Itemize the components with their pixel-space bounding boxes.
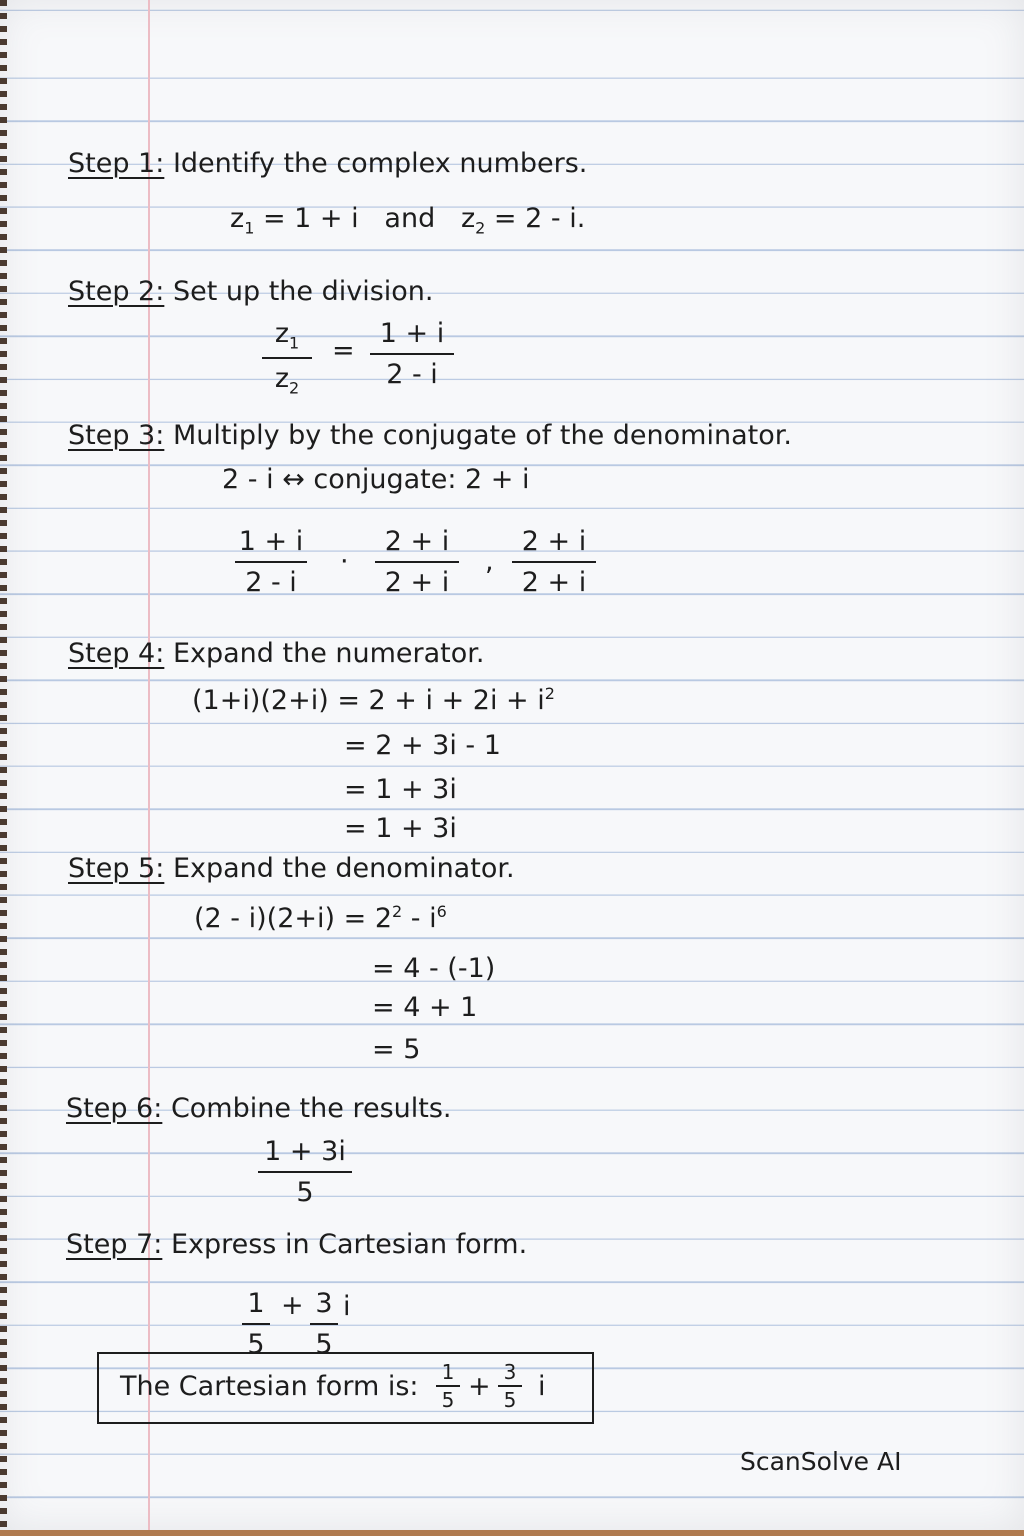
margin-line bbox=[148, 0, 150, 1530]
step-6-heading bbox=[66, 1095, 451, 1122]
fraction-denominator: 2 + i bbox=[521, 567, 587, 598]
step-5-text: Expand the denominator. bbox=[172, 853, 515, 884]
fraction-numerator: 3 bbox=[315, 1288, 333, 1319]
imaginary-unit: i bbox=[343, 1291, 351, 1322]
step-2-text: Set up the division. bbox=[172, 276, 434, 307]
conjugate-fraction-2 bbox=[375, 528, 459, 596]
and-word: and bbox=[384, 203, 436, 234]
fraction-numerator: 2 + i bbox=[521, 526, 587, 557]
step-2-label: Step 2: bbox=[68, 276, 165, 307]
fraction-denominator: 2 + i bbox=[384, 567, 450, 598]
step-4-text: Expand the numerator. bbox=[172, 638, 485, 669]
step-3-heading bbox=[68, 422, 792, 449]
step-1-equation bbox=[230, 205, 585, 236]
z1-over-z2-fraction bbox=[262, 320, 312, 397]
plus-sign: + bbox=[281, 1290, 304, 1321]
real-part-fraction bbox=[242, 1290, 270, 1358]
answer-text: The Cartesian form is: bbox=[120, 1371, 419, 1402]
step-2-heading bbox=[68, 278, 434, 305]
conjugate-fraction-3 bbox=[512, 528, 596, 596]
conjugate-line: 2 - i ↔ conjugate: 2 + i bbox=[222, 464, 530, 495]
fraction-numerator: 1 bbox=[441, 1360, 455, 1384]
step-5-heading bbox=[68, 855, 515, 882]
spiral-edge bbox=[0, 0, 7, 1530]
multiply-dot: · bbox=[340, 546, 349, 577]
step-3-label: Step 3: bbox=[68, 420, 165, 451]
step-1-label: Step 1: bbox=[68, 148, 165, 179]
fraction-numerator: 1 + i bbox=[238, 526, 304, 557]
z1-subscript: 1 bbox=[244, 218, 255, 238]
fraction-numerator: 1 + 3i bbox=[264, 1136, 346, 1167]
imaginary-part-fraction bbox=[310, 1290, 338, 1358]
answer-plus-sign: + bbox=[468, 1371, 491, 1402]
comma-separator: , bbox=[485, 546, 494, 577]
division-fraction bbox=[370, 320, 454, 388]
fraction-denominator: 5 bbox=[503, 1388, 517, 1412]
step-7-text: Express in Cartesian form. bbox=[170, 1229, 528, 1260]
equals-sign: = bbox=[332, 335, 355, 366]
denominator-expansion-line-4: = 5 bbox=[372, 1034, 421, 1065]
brand-signature: ScanSolve AI bbox=[740, 1447, 902, 1476]
numerator-expansion-line-3: = 1 + 3i bbox=[344, 774, 457, 805]
step-4-label: Step 4: bbox=[68, 638, 165, 669]
answer-imaginary-unit: i bbox=[538, 1371, 546, 1402]
fraction-denominator: 2 - i bbox=[386, 359, 438, 390]
step-1-text: Identify the complex numbers. bbox=[172, 148, 588, 179]
fraction-numerator: 1 + i bbox=[379, 318, 445, 349]
numerator-expansion-line-2: = 2 + 3i - 1 bbox=[344, 730, 501, 761]
step-5-label: Step 5: bbox=[68, 853, 165, 884]
step-4-heading bbox=[68, 640, 484, 667]
fraction-numerator: 3 bbox=[503, 1360, 517, 1384]
fraction-denominator: 5 bbox=[247, 1329, 265, 1360]
step-7-label: Step 7: bbox=[66, 1229, 163, 1260]
step-1-heading bbox=[68, 150, 587, 177]
denominator-expansion-line-1 bbox=[194, 904, 447, 932]
numerator-expansion-line-4: = 1 + 3i bbox=[344, 813, 457, 844]
z2-var: z bbox=[460, 203, 476, 234]
exponent: 2 bbox=[544, 684, 555, 703]
fraction-denominator: 5 bbox=[315, 1329, 333, 1360]
step-7-heading bbox=[66, 1231, 527, 1258]
z1-var: z bbox=[230, 203, 245, 234]
z1-value: = 1 + i bbox=[262, 203, 359, 234]
fraction-denominator: 5 bbox=[296, 1177, 314, 1208]
step-3-text: Multiply by the conjugate of the denominator. bbox=[172, 420, 792, 451]
answer-imaginary-fraction bbox=[498, 1362, 522, 1410]
fraction-denominator: $z_2$ bbox=[274, 363, 300, 398]
exponent: 6 bbox=[436, 902, 447, 921]
fraction-numerator: 1 bbox=[247, 1288, 265, 1319]
fraction-numerator: 2 + i bbox=[384, 526, 450, 557]
conjugate-fraction-1 bbox=[235, 528, 307, 596]
answer-real-fraction bbox=[436, 1362, 460, 1410]
fraction-denominator: 2 - i bbox=[245, 567, 297, 598]
denominator-expansion-line-3: = 4 + 1 bbox=[372, 992, 478, 1023]
expansion-text: (1+i)(2+i) = 2 + i + 2i + i bbox=[192, 685, 545, 716]
z2-subscript: 2 bbox=[475, 218, 486, 238]
expansion-text: (2 - i)(2+i) = 2 bbox=[194, 903, 392, 934]
numerator-expansion-line-1 bbox=[192, 686, 555, 714]
fraction-denominator: 5 bbox=[441, 1388, 455, 1412]
combined-fraction bbox=[258, 1138, 352, 1206]
z2-value: = 2 - i. bbox=[493, 203, 586, 234]
step-6-text: Combine the results. bbox=[170, 1093, 452, 1124]
exponent: 2 bbox=[392, 902, 403, 921]
step-6-label: Step 6: bbox=[66, 1093, 163, 1124]
denominator-expansion-line-2: = 4 - (-1) bbox=[372, 953, 496, 984]
fraction-numerator: $z_1$ bbox=[274, 318, 300, 353]
expansion-text: - i bbox=[402, 903, 437, 934]
